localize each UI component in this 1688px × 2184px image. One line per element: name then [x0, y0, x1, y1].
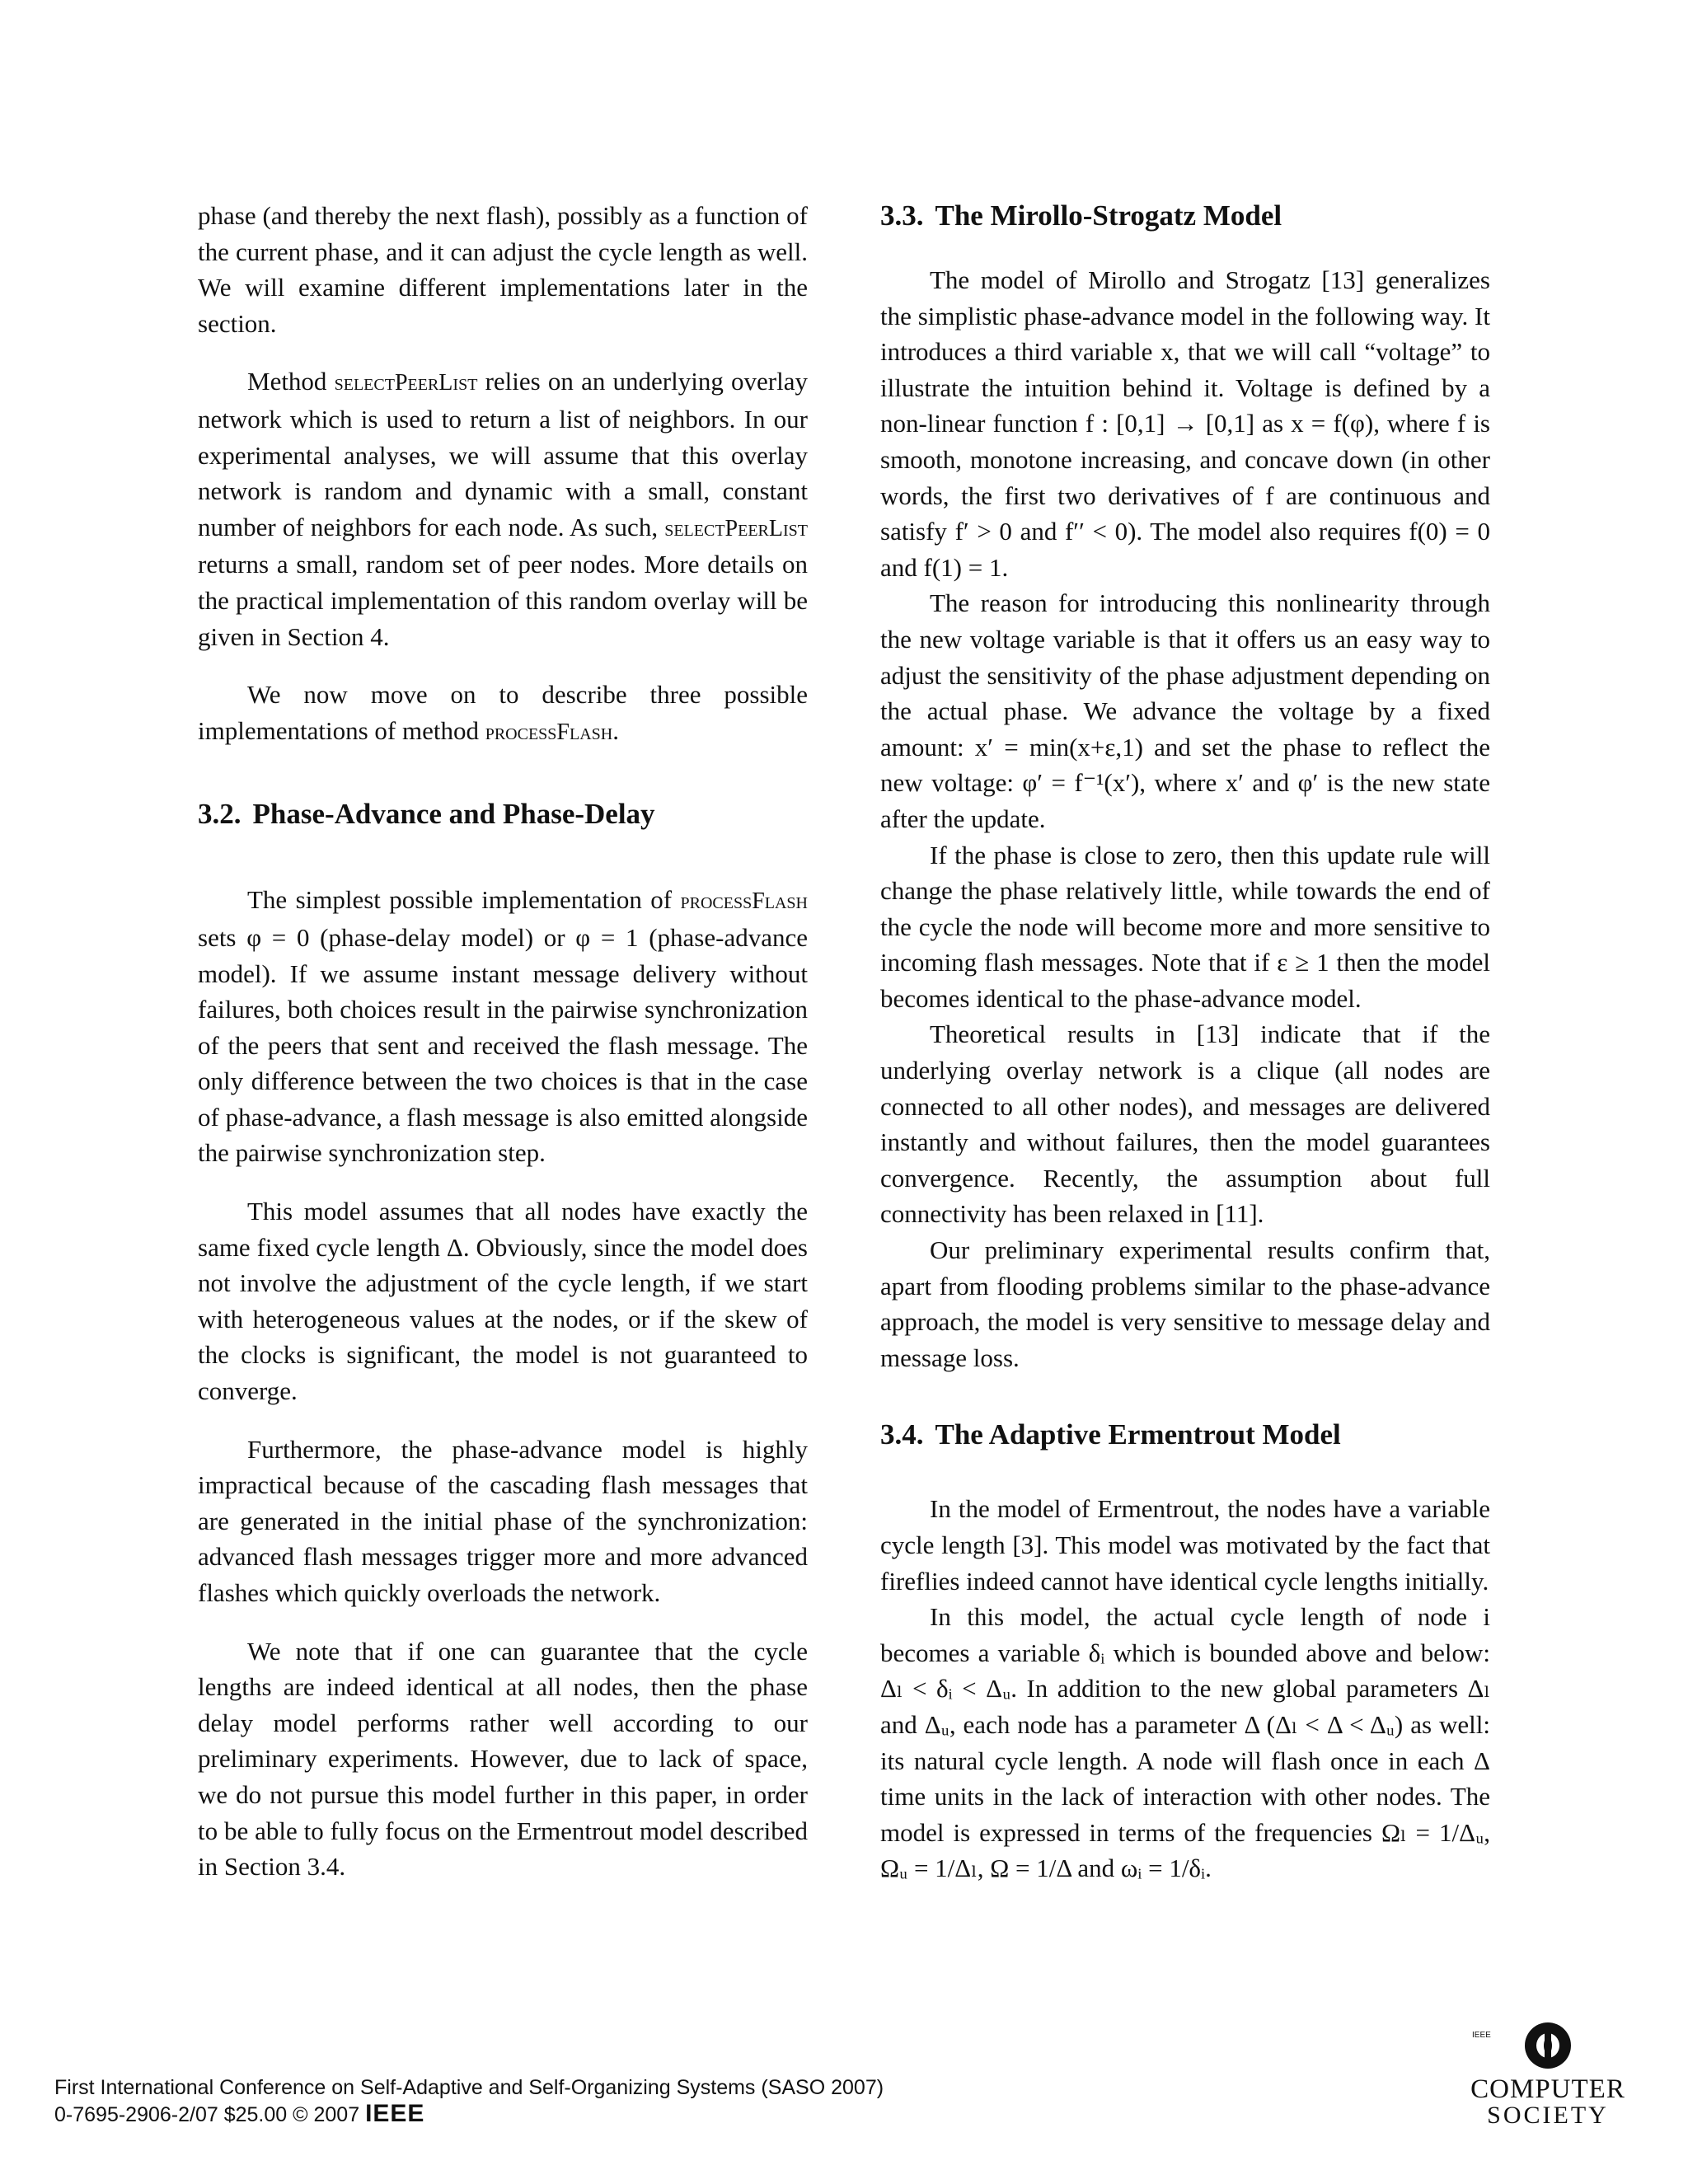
paragraph: In the model of Ermentrout, the nodes have a variable cycle length [3]. This model was motivated by the fact that fireflies indeed cannot have identical cycle lengths initially.	[880, 1494, 1490, 1596]
page-footer	[54, 2075, 884, 2128]
phi-seal-icon	[1519, 2019, 1577, 2072]
left-column	[198, 198, 808, 1885]
paragraph: We note that if one can guarantee that the cycle lengths are indeed identical at all nodes, then the phase delay model performs rather well according to our preliminary experiments. However, due to lack of space, we do not pursue this model further in this paper, in order to be able to fully focus on the Ermentrout model described in Section 3.4.	[198, 1636, 808, 1882]
paragraph: phase (and thereby the next flash), possibly as a function of the current phase, and it can adjust the cycle length as well. We will examine different implementations later in the section.	[198, 201, 808, 338]
footer-conference: First International Conference on Self-Adaptive and Self-Organizing Systems (SASO 2007)	[54, 2076, 884, 2099]
ieee-wordmark: IEEE	[365, 2100, 425, 2127]
footer-isbn: 0-7695-2906-2/07 $25.00 © 2007 IEEE	[54, 2100, 425, 2127]
logo-ieee-small: IEEE	[1472, 2031, 1491, 2040]
logo-line-computer: COMPUTER	[1470, 2074, 1625, 2104]
paragraph: Method selectPeerList relies on an underlying overlay network which is used to return a list of neighbors. In our experimental analyses, we will assume that this overlay network is random and dynamic with a small, constant number of neighbors for each node. As such, selectPeerList returns a small, random set of peer nodes. More details on the practical implementation of this random overlay will be given in Section 4.	[198, 367, 808, 651]
paragraph: Furthermore, the phase-advance model is highly impractical because of the cascading flash messages that are generated in the initial phase of the synchronization: advanced flash messages trigger more and more advanced flashes which quickly overloads the network.	[198, 1434, 808, 1607]
right-column	[880, 198, 1490, 1886]
paragraph: Our preliminary experimental results confirm that, apart from flooding problems similar to the phase-advance approach, the model is very sensitive to message delay and message loss.	[880, 1235, 1490, 1372]
section-heading-3-2: 3.2. Phase-Advance and Phase-Delay	[198, 798, 655, 831]
paragraph: The reason for introducing this nonlinearity through the new voltage variable is that it offers us an easy way to adjust the sensitivity of the phase adjustment depending on the actual phase. We advance the voltage by a fixed amount: x′ = min(x+ε,1) and set the phase to reflect the new voltage: φ′ = f⁻¹(x′), where x′ and φ′ is the new state after the update.	[880, 588, 1490, 833]
paragraph: Theoretical results in [13] indicate that if the underlying overlay network is a clique (all nodes are connected to all other nodes), and messages are delivered instantly and without failures, then the model guarantees convergence. Recently, the assumption about full connectivity has been relaxed in [11].	[880, 1019, 1490, 1229]
paragraph: In this model, the actual cycle length of node i becomes a variable δᵢ which is bounded above and below: Δₗ < δᵢ < Δᵤ. In addition to the new global parameters Δₗ and Δᵤ, each node has a parameter Δ (Δₗ < Δ < Δᵤ) as well: its natural cycle length. A node will flash once in each Δ time units in the lack of interaction with other nodes. The model is expressed in terms of the frequencies Ωₗ = 1/Δᵤ, Ωᵤ = 1/Δₗ, Ω = 1/Δ and ωᵢ = 1/δᵢ.	[880, 1602, 1490, 1883]
paragraph: If the phase is close to zero, then this update rule will change the phase relatively little, while towards the end of the cycle the node will become more and more sensitive to incoming flash messages. Note that if ε ≥ 1 then the model becomes identical to the phase-advance model.	[880, 840, 1490, 1013]
paragraph: The simplest possible implementation of processFlash sets φ = 0 (phase-delay model) or φ = 1 (phase-advance model). If we assume instant message delivery without failures, both choices result in the pairwise synchronization of the peers that sent and received the flash message. The only difference between the two choices is that in the case of phase-advance, a flash message is also emitted alongside the pairwise synchronization step.	[198, 885, 808, 1168]
section-heading-3-3: 3.3. The Mirollo-Strogatz Model	[880, 199, 1282, 232]
section-heading-3-4: 3.4. The Adaptive Ermentrout Model	[880, 1418, 1341, 1451]
logo-line-society: SOCIETY	[1487, 2102, 1609, 2129]
paragraph: This model assumes that all nodes have exactly the same fixed cycle length Δ. Obviously, since the model does not involve the adjustment of the cycle length, if we start with heterogeneous values at the nodes, or if the skew of the clocks is significant, the model is not guaranteed to converge.	[198, 1197, 808, 1406]
paragraph: We now move on to describe three possible implementations of method processFlash.	[198, 680, 808, 745]
paragraph: The model of Mirollo and Strogatz [13] generalizes the simplistic phase-advance model in the following way. It introduces a third variable x, that we will call “voltage” to illustrate the intuition behind it. Voltage is defined by a non-linear function f : [0,1] → [0,1] as x = f(φ), where f is smooth, monotone increasing, and concave down (in other words, the first two derivatives of f are continuous and satisfy f′ > 0 and f′′ < 0). The model also requires f(0) = 0 and f(1) = 1.	[880, 265, 1490, 582]
